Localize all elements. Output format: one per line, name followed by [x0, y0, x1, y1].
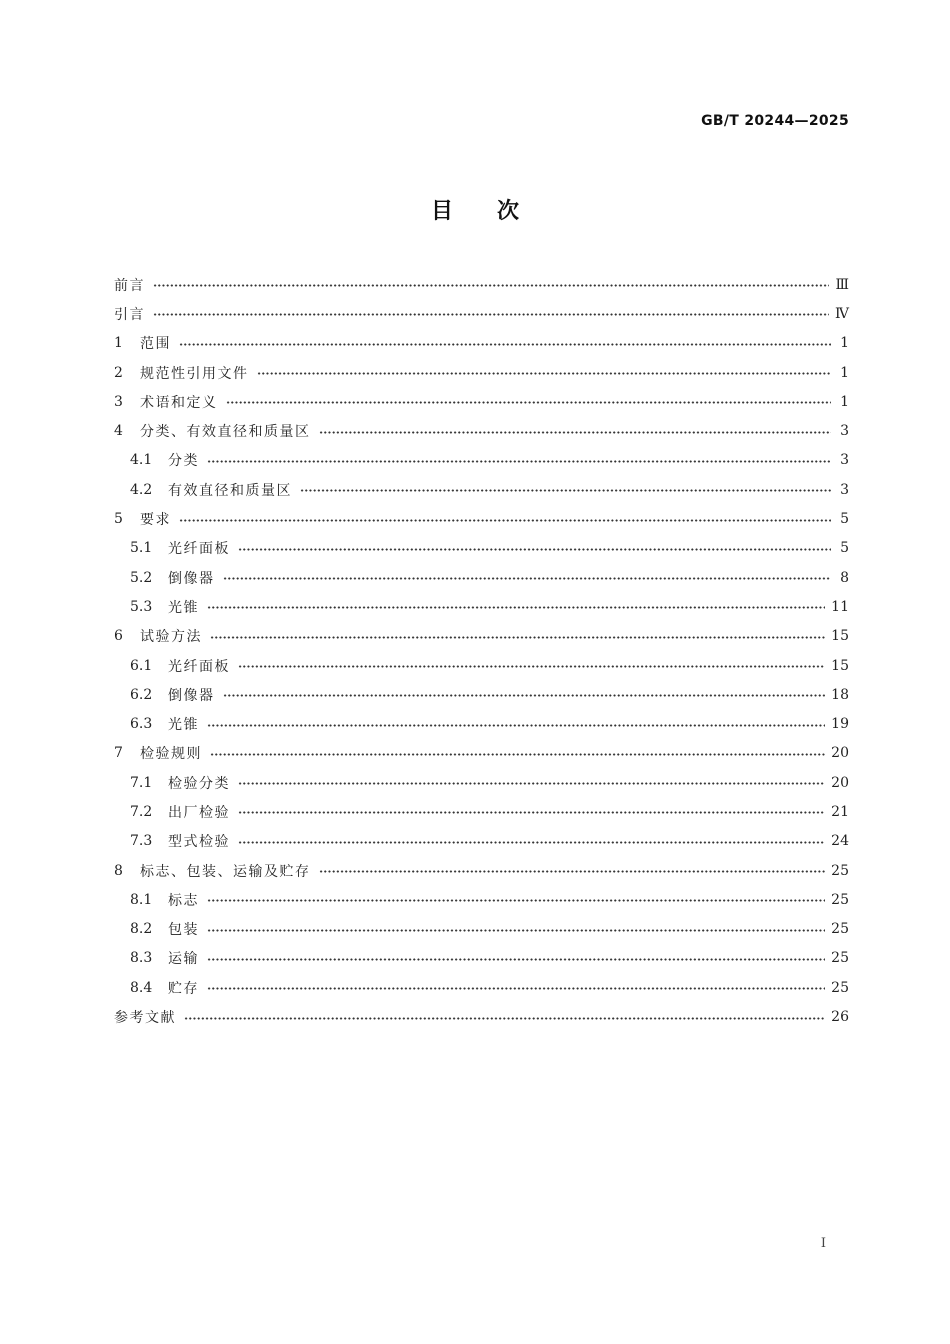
toc-entry-title: 要求: [140, 512, 171, 529]
toc-entry-title: 贮存: [168, 980, 199, 997]
dot-leader: [257, 372, 832, 375]
toc-entry-page: 1: [840, 393, 849, 410]
toc-entry-page: 15: [831, 657, 849, 674]
toc-entry[interactable]: [114, 973, 849, 1002]
toc-entry-title: 包装: [168, 922, 199, 939]
toc-entry-number: 1: [114, 335, 123, 352]
table-of-contents: [114, 270, 849, 1032]
dot-leader: [319, 870, 826, 873]
dot-leader: [300, 489, 831, 492]
toc-entry[interactable]: [114, 651, 849, 680]
toc-entry-number: 6: [114, 628, 123, 645]
toc-entry-title: 光锥: [168, 599, 199, 616]
toc-entry[interactable]: [114, 329, 849, 358]
dot-leader: [226, 401, 832, 404]
toc-entry-page: Ⅲ: [835, 276, 849, 293]
dot-leader: [179, 343, 831, 346]
toc-entry[interactable]: [114, 504, 849, 533]
toc-entry-page: 5: [840, 540, 849, 557]
toc-title: 目次: [430, 199, 563, 224]
toc-entry-number: 5.3: [130, 598, 153, 615]
toc-entry-page: 11: [831, 598, 849, 615]
toc-entry-page: 19: [831, 716, 849, 733]
toc-entry[interactable]: [114, 358, 849, 387]
toc-entry-page: 3: [840, 423, 849, 440]
dot-leader: [238, 548, 831, 551]
toc-entry-page: 25: [831, 891, 849, 908]
toc-entry-title: 参考文献: [114, 1010, 176, 1027]
toc-entry-title: 倒像器: [168, 570, 215, 587]
dot-leader: [153, 284, 829, 287]
toc-entry[interactable]: [114, 915, 849, 944]
toc-entry[interactable]: [114, 827, 849, 856]
toc-entry-number: 8.2: [130, 921, 153, 938]
toc-entry-title: 分类、有效直径和质量区: [140, 424, 311, 441]
toc-entry-number: 8.3: [130, 950, 153, 967]
toc-entry-number: 6.1: [130, 657, 153, 674]
toc-entry-title: 分类: [168, 453, 199, 470]
toc-entry[interactable]: [114, 739, 849, 768]
toc-entry[interactable]: [114, 680, 849, 709]
dot-leader: [207, 460, 831, 463]
toc-entry-title: 引言: [114, 306, 145, 323]
toc-entry-title: 规范性引用文件: [140, 365, 249, 382]
toc-entry-title: 型式检验: [168, 834, 230, 851]
dot-leader: [238, 665, 825, 668]
toc-entry[interactable]: [114, 387, 849, 416]
toc-entry-title: 光纤面板: [168, 658, 230, 675]
toc-entry-title: 术语和定义: [140, 394, 218, 411]
toc-entry-page: 5: [840, 511, 849, 528]
toc-entry-page: 15: [831, 628, 849, 645]
toc-entry-title: 检验分类: [168, 775, 230, 792]
footer-page-number: I: [820, 1236, 826, 1251]
dot-leader: [207, 987, 825, 990]
toc-entry-title: 有效直径和质量区: [168, 482, 292, 499]
toc-entry-title: 检验规则: [140, 746, 202, 763]
toc-entry-page: 25: [831, 979, 849, 996]
toc-entry[interactable]: [114, 1002, 849, 1031]
toc-entry[interactable]: [114, 270, 849, 299]
toc-entry-number: 8.1: [130, 891, 153, 908]
dot-leader: [210, 636, 825, 639]
toc-entry-number: 8.4: [130, 979, 153, 996]
toc-entry[interactable]: [114, 299, 849, 328]
toc-entry-number: 3: [114, 393, 123, 410]
toc-entry[interactable]: [114, 797, 849, 826]
toc-entry-page: 20: [831, 745, 849, 762]
toc-entry-number: 8: [114, 862, 123, 879]
toc-entry-page: 25: [831, 921, 849, 938]
toc-entry-page: 26: [831, 1009, 849, 1026]
toc-entry-page: Ⅳ: [835, 305, 849, 322]
toc-entry-number: 4.2: [130, 481, 153, 498]
toc-entry-title: 前言: [114, 277, 145, 294]
toc-entry-number: 6.2: [130, 686, 153, 703]
toc-entry-page: 24: [831, 833, 849, 850]
dot-leader: [207, 606, 825, 609]
toc-entry-page: 20: [831, 774, 849, 791]
dot-leader: [207, 929, 825, 932]
toc-entry-title: 范围: [140, 336, 171, 353]
toc-entry[interactable]: [114, 709, 849, 738]
toc-entry-number: 6.3: [130, 716, 153, 733]
toc-entry-title: 倒像器: [168, 687, 215, 704]
toc-entry[interactable]: [114, 768, 849, 797]
dot-leader: [207, 899, 825, 902]
toc-entry[interactable]: [114, 592, 849, 621]
dot-leader: [223, 577, 832, 580]
toc-entry[interactable]: [114, 534, 849, 563]
dot-leader: [223, 694, 826, 697]
toc-entry[interactable]: [114, 622, 849, 651]
toc-entry-page: 25: [831, 862, 849, 879]
dot-leader: [207, 958, 825, 961]
standard-code: GB/T 20244—2025: [701, 113, 849, 129]
toc-entry-page: 18: [831, 686, 849, 703]
toc-entry-page: 3: [840, 452, 849, 469]
toc-entry-title: 出厂检验: [168, 804, 230, 821]
toc-entry-number: 5.1: [130, 540, 153, 557]
toc-entry-number: 5.2: [130, 569, 153, 586]
toc-entry-number: 4.1: [130, 452, 153, 469]
dot-leader: [238, 811, 825, 814]
toc-entry-page: 8: [840, 569, 849, 586]
toc-entry-title: 光锥: [168, 717, 199, 734]
dot-leader: [207, 724, 825, 727]
toc-entry-number: 5: [114, 511, 123, 528]
toc-entry-title: 运输: [168, 951, 199, 968]
toc-entry[interactable]: [114, 856, 849, 885]
toc-entry-page: 25: [831, 950, 849, 967]
toc-entry[interactable]: [114, 885, 849, 914]
toc-entry-number: 7.1: [130, 774, 153, 791]
toc-entry-title: 标志: [168, 892, 199, 909]
toc-entry-page: 1: [840, 335, 849, 352]
dot-leader: [238, 782, 825, 785]
dot-leader: [153, 313, 829, 316]
toc-entry-page: 1: [840, 364, 849, 381]
toc-entry-number: 7: [114, 745, 123, 762]
toc-entry-number: 4: [114, 423, 123, 440]
toc-entry-title: 试验方法: [140, 629, 202, 646]
dot-leader: [319, 431, 832, 434]
dot-leader: [184, 1017, 825, 1020]
dot-leader: [179, 519, 831, 522]
toc-entry-number: 7.3: [130, 833, 153, 850]
toc-entry-page: 21: [831, 803, 849, 820]
toc-entry[interactable]: [114, 944, 849, 973]
toc-entry-number: 7.2: [130, 803, 153, 820]
dot-leader: [238, 841, 825, 844]
dot-leader: [210, 753, 825, 756]
toc-entry[interactable]: [114, 416, 849, 445]
toc-entry-page: 3: [840, 481, 849, 498]
toc-entry[interactable]: [114, 446, 849, 475]
toc-entry-title: 光纤面板: [168, 541, 230, 558]
toc-entry-title: 标志、包装、运输及贮存: [140, 863, 311, 880]
toc-entry-number: 2: [114, 364, 123, 381]
toc-entry[interactable]: [114, 475, 849, 504]
toc-entry[interactable]: [114, 563, 849, 592]
